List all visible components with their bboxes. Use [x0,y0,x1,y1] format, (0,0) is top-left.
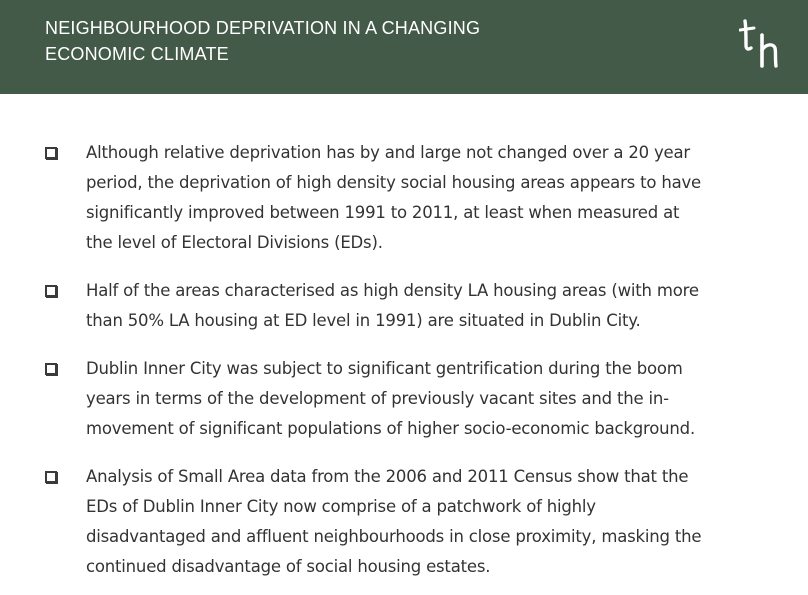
bullet-line: Dublin Inner City was subject to significant gentrification during the boom [86,359,683,378]
bullet-line: continued disadvantage of social housing estates. [86,557,491,576]
bullet-text [86,276,776,336]
bullet-line: EDs of Dublin Inner City now comprise of a patchwork of highly [86,497,596,516]
slide-title-line: NEIGHBOURHOOD DEPRIVATION IN A CHANGING [45,18,481,38]
slide-title-line: ECONOMIC CLIMATE [45,44,229,64]
square-bullet-icon [45,285,57,297]
square-bullet-icon [45,363,57,375]
bullet-text [86,138,776,258]
bullet-line: movement of significant populations of higher socio-economic background. [86,419,695,438]
square-bullet-icon [45,147,57,159]
bullet-line: Analysis of Small Area data from the 2006 and 2011 Census show that the [86,467,689,486]
bullet-text [86,354,776,444]
square-bullet-icon [45,471,57,483]
th-monogram-logo-icon [739,17,787,69]
bullet-line: Although relative deprivation has by and large not changed over a 20 year [86,143,690,162]
bullet-line: significantly improved between 1991 to 2011, at least when measured at [86,203,680,222]
bullet-line: period, the deprivation of high density social housing areas appears to have [86,173,702,192]
bullet-line: the level of Electoral Divisions (EDs). [86,233,383,252]
bullet-text [86,462,776,582]
slide-title [45,15,645,67]
title-banner [0,0,808,94]
bullet-line: disadvantaged and affluent neighbourhoods in close proximity, masking the [86,527,702,546]
bullet-line: than 50% LA housing at ED level in 1991) are situated in Dublin City. [86,311,641,330]
bullet-line: Half of the areas characterised as high density LA housing areas (with more [86,281,699,300]
bullet-line: years in terms of the development of previously vacant sites and the in- [86,389,669,408]
